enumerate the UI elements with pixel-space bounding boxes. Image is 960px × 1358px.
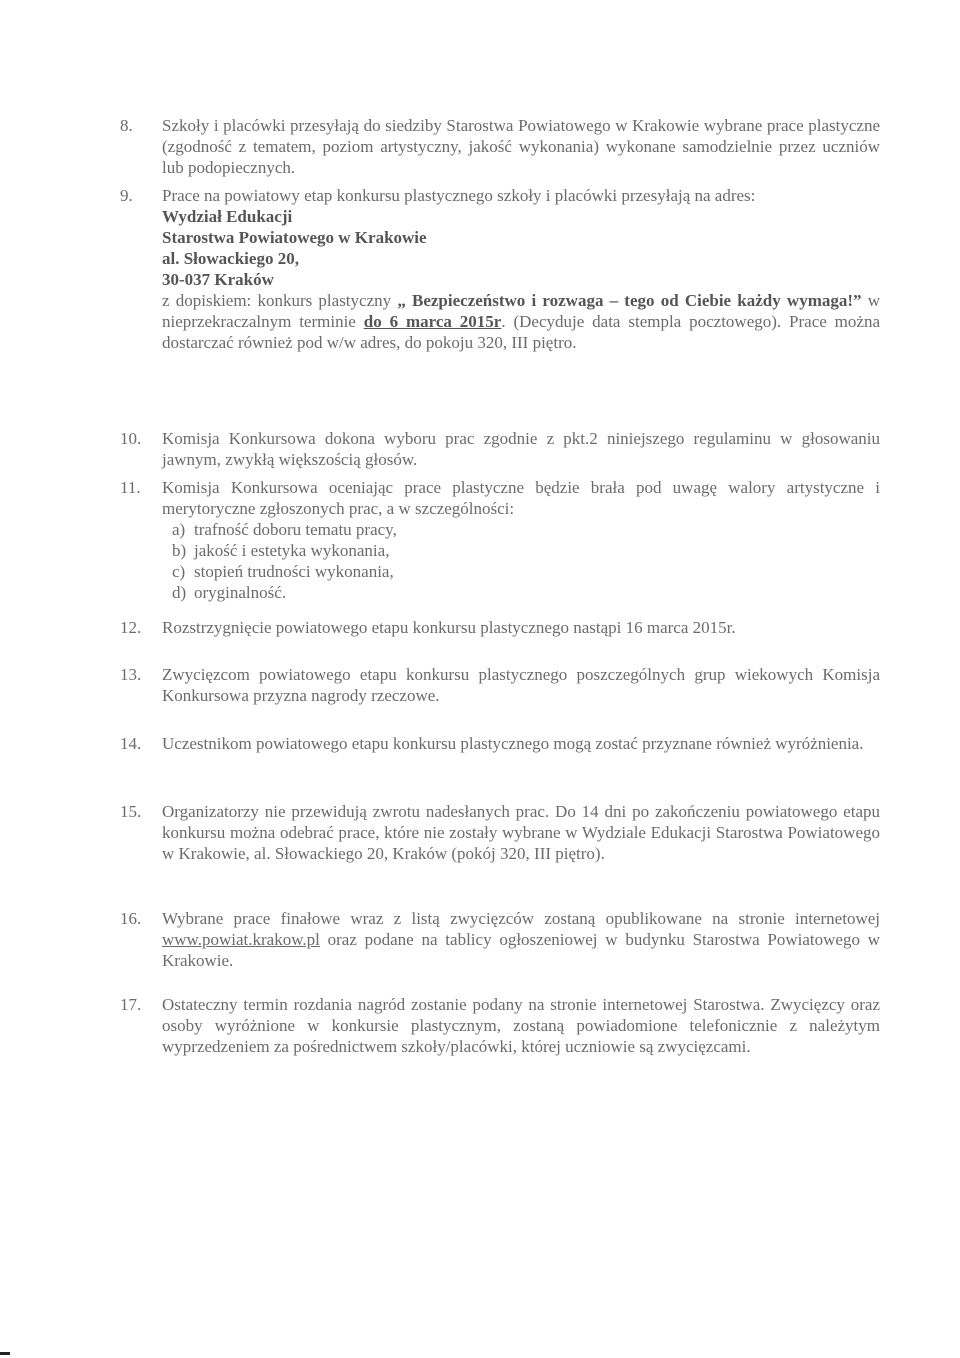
regulation-item-9 bbox=[120, 185, 880, 353]
item-number: 13. bbox=[120, 665, 142, 684]
contest-title: „ Bezpieczeństwo i rozwaga – tego od Ciebie każdy wymaga!” bbox=[397, 291, 862, 310]
regulation-item-14 bbox=[120, 733, 880, 754]
regulation-item-12 bbox=[120, 617, 880, 638]
item-number: 17. bbox=[120, 995, 142, 1014]
item-number: 15. bbox=[120, 802, 142, 821]
criteria-list bbox=[172, 519, 880, 603]
list-label: a) bbox=[172, 520, 186, 539]
item-text: Organizatorzy nie przewidują zwrotu nadesłanych prac. Do 14 dni po zakończeniu powiatowego etapu konkursu można odebrać prace, które nie zostały wybrane w Wydziale Edukacji Starostwa Powiatowego w Krakowie, al. Słowackiego 20, Kraków (pokój 320, III piętro). bbox=[162, 802, 880, 863]
list-label: d) bbox=[172, 583, 187, 602]
item-number: 10. bbox=[120, 429, 142, 448]
address-line-1: Wydział Edukacji bbox=[162, 207, 293, 226]
regulation-item-8 bbox=[120, 115, 880, 178]
item-number: 11. bbox=[120, 478, 141, 497]
item-text: Rozstrzygnięcie powiatowego etapu konkursu plastycznego nastąpi 16 marca 2015r. bbox=[162, 618, 736, 637]
list-item bbox=[172, 582, 880, 603]
item-intro: Prace na powiatowy etap konkursu plastycznego szkoły i placówki przesyłają na adres: bbox=[162, 186, 756, 205]
item-number: 14. bbox=[120, 734, 142, 753]
regulation-item-17 bbox=[120, 994, 880, 1057]
list-text: trafność doboru tematu pracy, bbox=[194, 520, 397, 539]
item-text: Szkoły i placówki przesyłają do siedziby Starostwa Powiatowego w Krakowie wybrane prace plastyczne (zgodność z tematem, poziom artystyczny, jakość wykonania) wykonane samodzielnie przez uczniów lub podopiecznych. bbox=[162, 116, 880, 177]
regulation-item-16 bbox=[120, 908, 880, 971]
regulation-item-13 bbox=[120, 664, 880, 706]
item-tail bbox=[162, 290, 880, 353]
item-number: 12. bbox=[120, 618, 142, 637]
item-intro: Komisja Konkursowa oceniając prace plastyczne będzie brała pod uwagę walory artystyczne i merytoryczne zgłoszonych prac, a w szczególności: bbox=[162, 478, 880, 518]
list-item bbox=[172, 519, 880, 540]
list-text: stopień trudności wykonania, bbox=[194, 562, 394, 581]
item-number: 9. bbox=[120, 186, 133, 205]
list-text: oryginalność. bbox=[194, 583, 287, 602]
address-line-4: 30-037 Kraków bbox=[162, 270, 274, 289]
deadline: do 6 marca 2015r bbox=[363, 312, 502, 331]
regulation-item-11 bbox=[120, 477, 880, 603]
item-text: Uczestnikom powiatowego etapu konkursu plastycznego mogą zostać przyznane również wyróżnienia. bbox=[162, 734, 864, 753]
website-link[interactable]: www.powiat.krakow.pl bbox=[162, 930, 320, 949]
scan-edge-mark bbox=[0, 1352, 10, 1355]
item-text: Komisja Konkursowa dokona wyboru prac zgodnie z pkt.2 niniejszego regulaminu w głosowaniu jawnym, zwykłą większością głosów. bbox=[162, 429, 880, 469]
tail-text: . (Decyduje data stempla pocztowego). Prace można dostarczać również pod w/w adres, do pokoju 320, III piętro. bbox=[162, 312, 880, 352]
item-text: Ostateczny termin rozdania nagród zostanie podany na stronie internetowej Starostwa. Zwycięzcy oraz osoby wyróżnione w konkursie plastycznym, zostaną powiadomione telefonicznie z należytym wyprzedzeniem za pośrednictwem szkoły/placówki, której uczniowie są zwycięzcami. bbox=[162, 995, 880, 1056]
item-number: 16. bbox=[120, 909, 142, 928]
list-label: b) bbox=[172, 541, 187, 560]
list-text: jakość i estetyka wykonania, bbox=[194, 541, 390, 560]
address-line-2: Starostwa Powiatowego w Krakowie bbox=[162, 228, 427, 247]
item-text-part: oraz podane na tablicy ogłoszeniowej w budynku Starostwa Powiatowego w Krakowie. bbox=[162, 930, 880, 970]
list-label: c) bbox=[172, 562, 186, 581]
item-text-part: Wybrane prace finałowe wraz z listą zwycięzców zostaną opublikowane na stronie internetowej bbox=[162, 909, 880, 928]
regulation-item-10 bbox=[120, 428, 880, 470]
item-number: 8. bbox=[120, 116, 133, 135]
address-line-3: al. Słowackiego 20, bbox=[162, 249, 299, 268]
regulation-item-15 bbox=[120, 801, 880, 864]
list-item bbox=[172, 540, 880, 561]
list-item bbox=[172, 561, 880, 582]
item-text bbox=[162, 908, 880, 971]
tail-text: w nieprzekraczalnym terminie bbox=[162, 291, 880, 331]
tail-text: z dopiskiem: konkurs plastyczny bbox=[162, 291, 398, 310]
item-text: Zwycięzcom powiatowego etapu konkursu plastycznego poszczególnych grup wiekowych Komisja Konkursowa przyzna nagrody rzeczowe. bbox=[162, 665, 880, 705]
